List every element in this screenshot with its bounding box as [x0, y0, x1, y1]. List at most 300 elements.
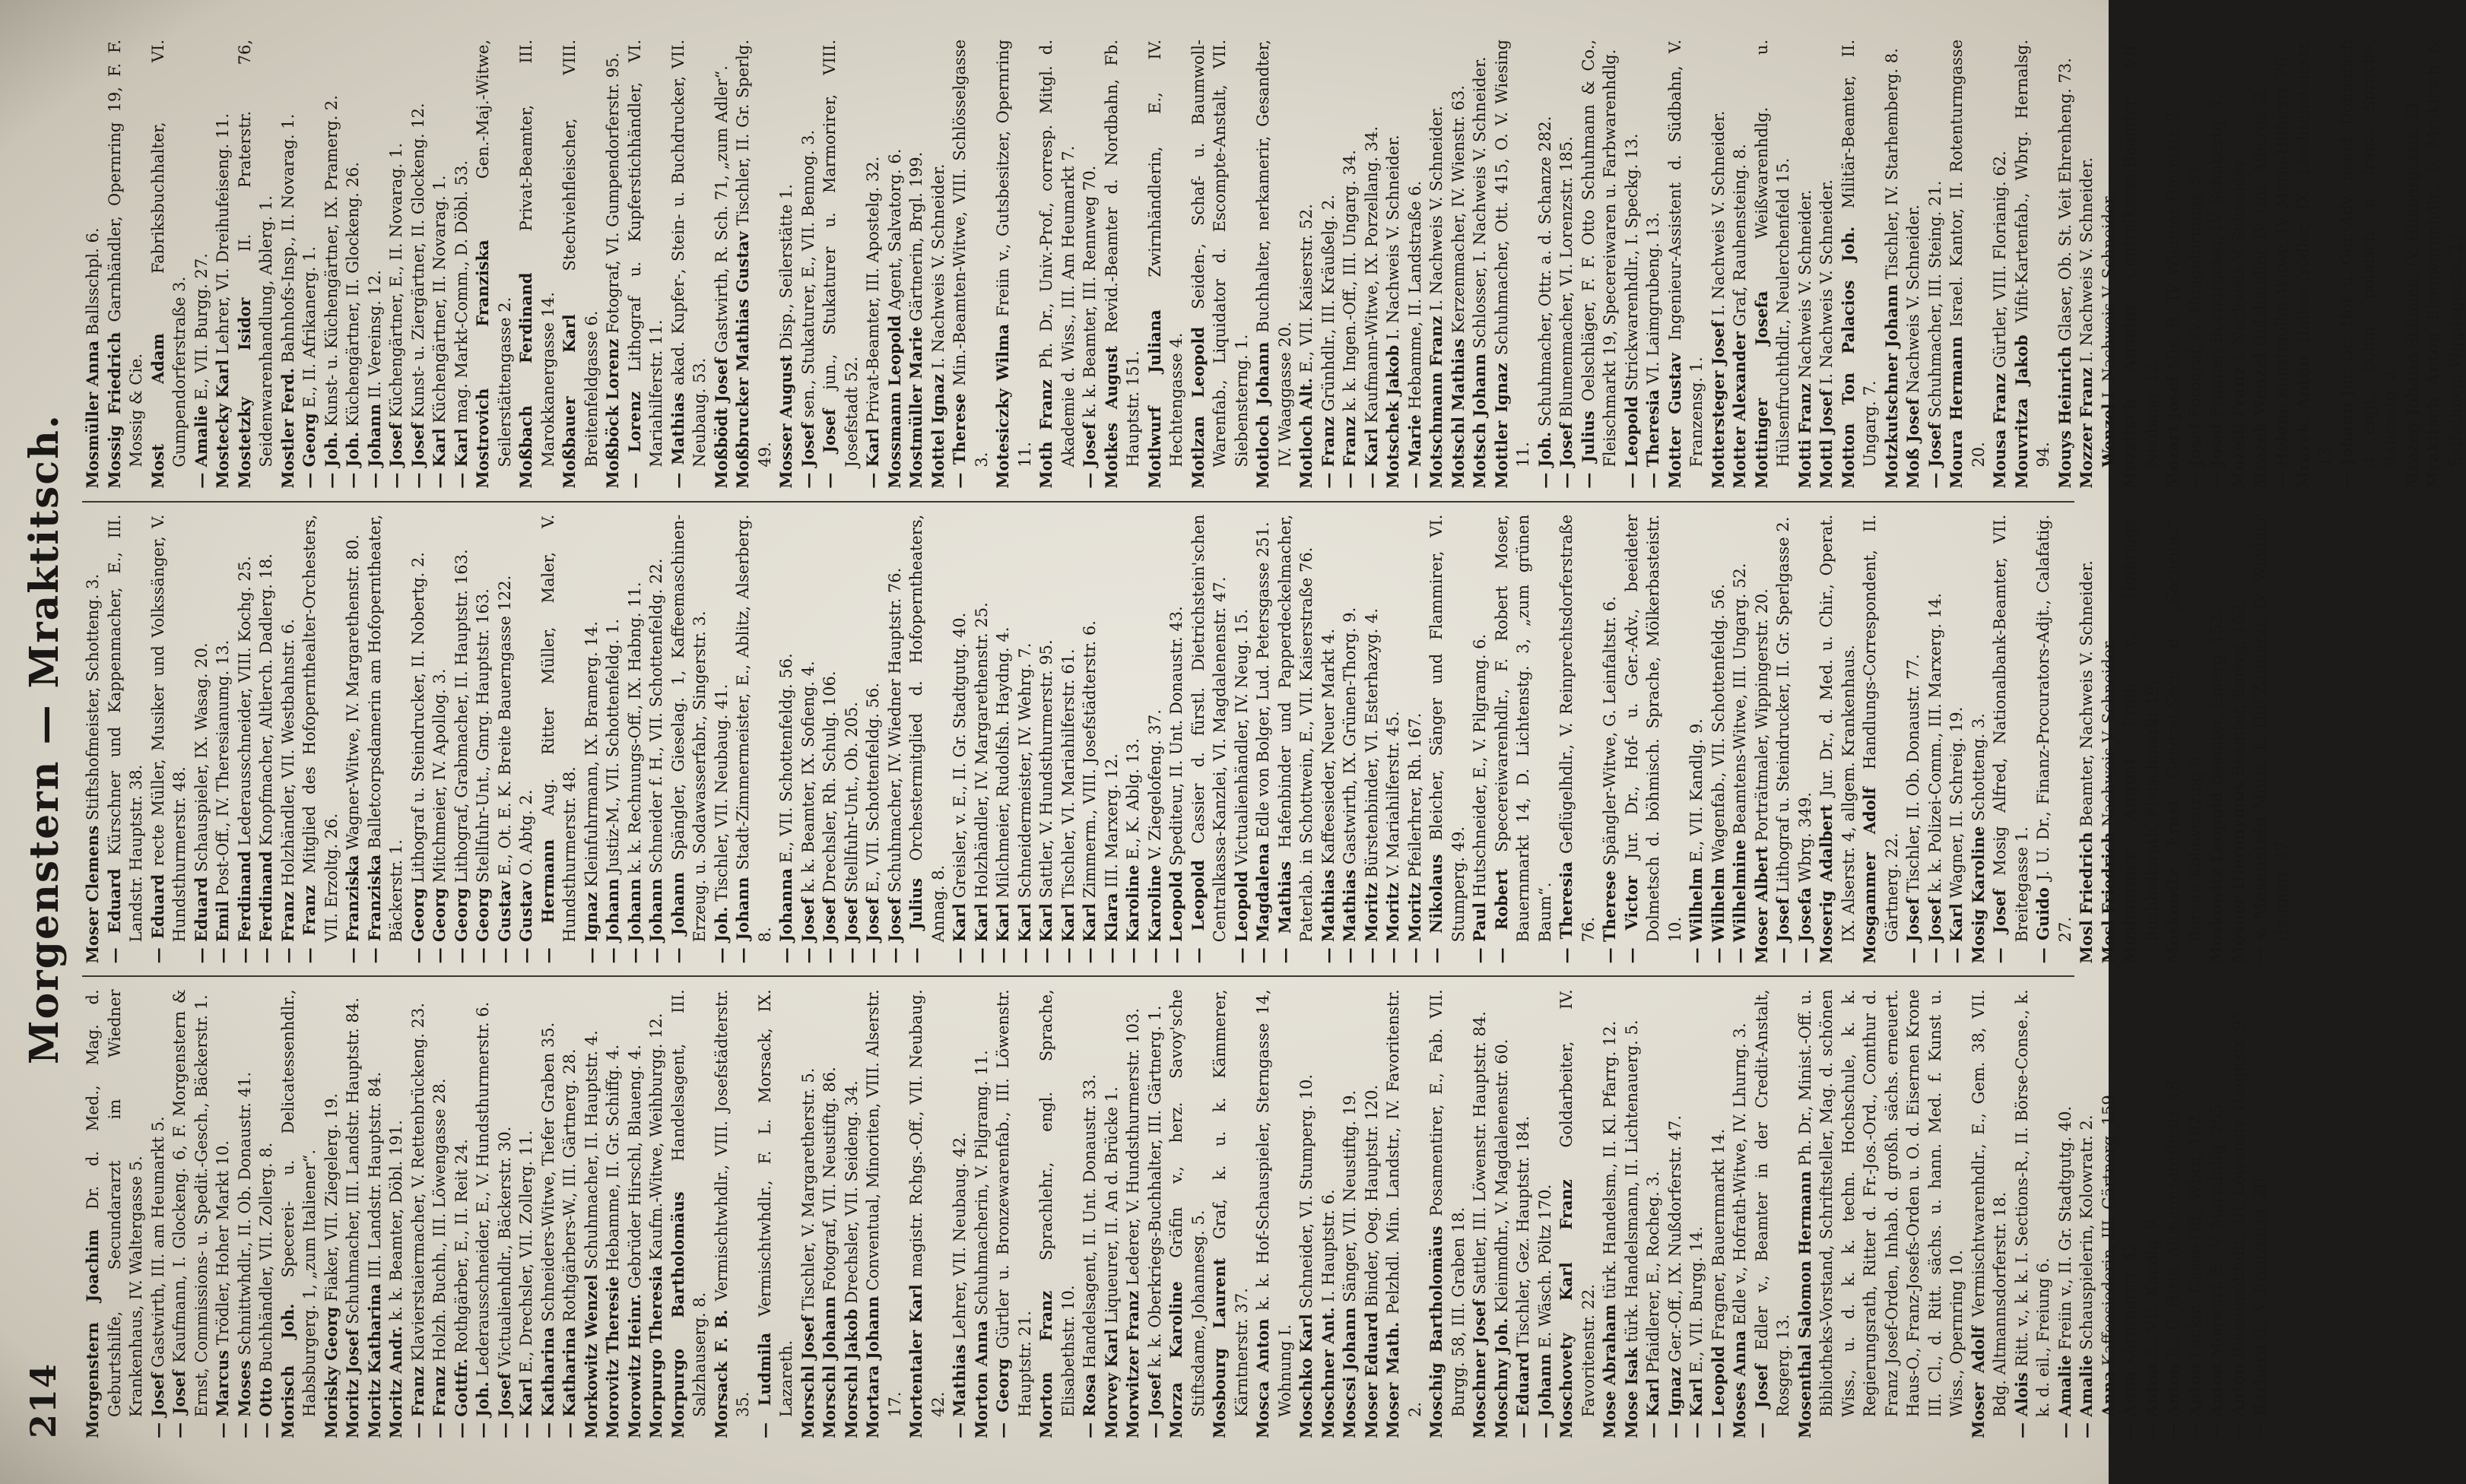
- directory-entry: [602, 989, 624, 1438]
- entry-text: Küchengärtner, II. Glockeng. 26.: [344, 161, 362, 427]
- directory-entry: [1556, 515, 1599, 964]
- entry-name: — Josef: [1751, 1364, 1771, 1438]
- entry-name: Mouys Heinrich: [2055, 346, 2074, 489]
- directory-entry: [776, 515, 798, 964]
- entry-name: Mosenthal Salomon Hermann: [1795, 1171, 1814, 1438]
- directory-entry: [364, 515, 408, 964]
- entry-name: — Franziska: [343, 855, 362, 964]
- directory-column-3: [82, 39, 2464, 503]
- directory-entry: [1166, 989, 1209, 1438]
- directory-entry: [602, 515, 624, 964]
- directory-entry: [1382, 40, 1404, 489]
- entry-name: Moß Josef: [1903, 398, 1922, 489]
- entry-name: — Gustav: [494, 880, 514, 964]
- entry-text: Goldarbeiter, IV. Favoritenstr. 22.: [1557, 989, 1598, 1417]
- entry-name: — Moritz: [1404, 883, 1424, 964]
- entry-text: Lackir., Gasse-Off., Wbrg. 192.: [2185, 1110, 2204, 1359]
- entry-text: Lithograf, Grabmacher, II. Hauptstr. 163.: [452, 549, 471, 883]
- entry-name: — Karl: [993, 903, 1012, 964]
- entry-name: — Josef: [1990, 889, 2009, 964]
- entry-name: Mostrovich Franziska: [473, 239, 492, 489]
- entry-text: Pfaidlerer, E., Rocheg. 3.: [1644, 1171, 1662, 1374]
- entry-name: — Josef: [1080, 423, 1099, 489]
- directory-entry: [1318, 515, 1340, 964]
- entry-name: — Joh.: [473, 1381, 492, 1438]
- entry-name: — Karl: [1080, 903, 1099, 964]
- entry-text: Fabriksbuchhalter, VI. Gumpendorferstraße 3.: [148, 39, 189, 468]
- entry-name: Mouvritza Jakob: [2011, 335, 2031, 489]
- directory-entry: [1708, 989, 1730, 1438]
- directory-entry: [364, 40, 386, 489]
- directory-entry: [2098, 515, 2120, 964]
- directory-entry: [1751, 989, 1795, 1438]
- directory-entry: [472, 515, 494, 964]
- directory-entry: [2119, 40, 2163, 489]
- entry-name: Moschny Joh.: [1491, 1318, 1511, 1438]
- entry-name: — Mathias: [1318, 869, 1338, 964]
- entry-text: E., VII. Schottenfeldg. 56.: [777, 653, 795, 864]
- entry-name: — Joh.: [343, 431, 362, 489]
- entry-name: Moritz Andr.: [386, 1326, 405, 1438]
- entry-text: Stellfuhr-Unt., Ob. 205.: [842, 702, 861, 893]
- directory-entry: [516, 989, 538, 1438]
- entry-name: — Karl: [950, 903, 969, 964]
- entry-text: Disp., Seilerstätte 1.: [777, 184, 795, 350]
- directory-entry: [754, 989, 798, 1438]
- entry-text: Militär-Beamter, II. Ungarg. 7.: [1839, 39, 1879, 468]
- entry-name: — Robert: [1491, 869, 1511, 964]
- directory-entry: [2119, 989, 2141, 1438]
- directory-entry: [2228, 40, 2250, 489]
- entry-text: Blumenmacher, VI. Lorenzstr. 185.: [1557, 136, 1576, 418]
- directory-entry: [234, 40, 278, 489]
- directory-entry: [2119, 515, 2163, 964]
- entry-name: Moserig Adalbert: [1817, 804, 1836, 964]
- entry-text: Specereiwarenhdlr., F. Robert Moser, Bauernmarkt 14, D. Lichtenstg. 3, „zum grünen Baum“.: [1492, 514, 1554, 943]
- entry-name: — Josef: [2207, 423, 2226, 489]
- directory-entry: [386, 40, 408, 489]
- directory-entry: [1729, 989, 1751, 1438]
- entry-text: Schuhmacher, II. Hauptstr. 4.: [582, 1030, 601, 1270]
- directory-entry: [494, 989, 516, 1438]
- entry-name: — Josef: [1144, 1372, 1164, 1438]
- entry-text: Aug. Ritter Müller, Maler, V. Hundsthurmerstr. 48.: [538, 514, 579, 943]
- entry-text: I. Nachweis V. Schneider.: [2229, 156, 2248, 362]
- entry-name: Morovitz Theresie: [603, 1276, 622, 1438]
- entry-name: — Georg: [451, 887, 471, 964]
- directory-entry: [1231, 515, 1253, 964]
- entry-name: — Karl: [1687, 1378, 1706, 1438]
- entry-text: Schuhmacher, III. Steing. 21.: [1925, 180, 1944, 418]
- directory-entry: [2249, 515, 2293, 964]
- entry-name: — Joh.: [711, 906, 731, 964]
- directory-entry: [321, 989, 343, 1438]
- directory-entry: [798, 989, 820, 1438]
- entry-text: akad. Kupfer-, Stein- u. Buchdrucker, VII. Neubaug. 53.: [668, 40, 709, 468]
- entry-text: Mosig Alfred, Nationalbank-Beamter, VII. Breitegasse 1.: [1991, 514, 2031, 943]
- entry-text: E., II. Hirla, Allmannsdorferstr. 18.: [2164, 1075, 2182, 1359]
- entry-text: Freiin v., II. Gr. Stadtgutg. 40.: [2055, 1105, 2074, 1350]
- entry-name: Moskowitz Leopold: [2207, 791, 2226, 964]
- entry-name: — Magdalena: [1253, 842, 1272, 964]
- entry-text: V. Ziegelofeng. 37.: [1145, 709, 1164, 860]
- directory-entry: [1166, 515, 1188, 964]
- entry-text: E., II. Afrikanerg. 1.: [300, 246, 319, 408]
- entry-name: Mozzer Franz: [2077, 367, 2096, 489]
- entry-text: Beamter, Emerg. 152.: [2229, 599, 2248, 777]
- entry-text: Gastwirth, IX. Grünen-Thorg. 9.: [1341, 607, 1359, 865]
- entry-name: Motschek Jakob: [1383, 344, 1402, 489]
- entry-name: — Helene: [2271, 404, 2291, 489]
- directory-entry: [1816, 40, 1838, 489]
- directory-entry: [2076, 515, 2098, 964]
- directory-entry: [1448, 40, 1470, 489]
- entry-text: Min. R., IV. Wiedner Hauptstr. 2.: [2164, 106, 2182, 370]
- directory-entry: [255, 989, 278, 1438]
- directory-entry: [1122, 515, 1144, 964]
- entry-text: Ger.-Off., IX. Nußdorferstr. 47.: [1665, 1115, 1684, 1362]
- entry-text: Holzhändler, IV. Margarethenstr. 25.: [972, 602, 991, 899]
- directory-entry: [538, 989, 560, 1438]
- entry-text: Weißwarenhdlg. u. Hülsenfruchthdlr., Neulerchenfeld 15.: [1752, 39, 1792, 468]
- entry-text: Victualienhdlr., Bäckerstr. 30.: [495, 1126, 514, 1368]
- entry-text: Edle von Bolger, Lud. Petersgasse 251.: [1254, 522, 1272, 839]
- entry-name: — Nikolaus: [1427, 854, 1446, 964]
- entry-text: Edle v., Hofrath-Witwe, IV. Lhurng. 3.: [1731, 1023, 1749, 1326]
- directory-entry: [581, 989, 603, 1438]
- directory-entry: [1751, 40, 1795, 489]
- entry-name: Motsch Johann: [1470, 354, 1489, 489]
- entry-text: Kaffeesiederin, III. Gärtnerg. 159.: [2099, 1089, 2118, 1366]
- entry-name: Mottler Ignaz: [1491, 363, 1511, 489]
- entry-text: Hebamme, II. Gr. Schiffg. 4.: [604, 1044, 622, 1272]
- entry-text: Justiz-M., VII. Schottenfeldg. 1.: [604, 618, 622, 874]
- entry-name: — Franz: [1340, 416, 1359, 489]
- running-head: Morgenstern — Mraktitsch.: [21, 414, 68, 1064]
- directory-columns: [82, 39, 2464, 1438]
- directory-entry: [798, 515, 820, 964]
- directory-entry: [2206, 40, 2228, 489]
- entry-text: Moriz, k. Hof-Zahnarzt, IV. Wiedner Hauptstr. 47.: [2251, 514, 2291, 943]
- directory-entry: [408, 515, 430, 964]
- entry-name: — Josef: [820, 897, 839, 964]
- entry-text: Ritt. v., k. k. I. Sections-R., II. Börse-Conse., k. k. d. eil., Freiung 6.: [2012, 989, 2052, 1417]
- entry-text: recte Müller, Musiker und Volkssänger, V. Hundsthurmerstr. 48.: [148, 514, 189, 943]
- entry-text: Tischler, VI. Mariahilferstr. 61.: [1058, 648, 1077, 899]
- entry-text: Schauspielerin, Kolowratr. 2.: [2077, 1115, 2096, 1350]
- entry-name: Mozelli Franz: [2228, 366, 2248, 489]
- entry-name: Mosmüller Anna: [83, 340, 102, 489]
- entry-name: — Rosa: [1080, 1373, 1099, 1438]
- directory-entry: [516, 40, 559, 489]
- entry-text: Conventual, Minoriten, VIII. Alserstr. 17.: [864, 989, 904, 1417]
- entry-text: k. k. Ingen.-Off., III. Ungarg. 34.: [1341, 150, 1359, 412]
- entry-text: Graf, Rauhensteing. 8.: [1731, 144, 1749, 327]
- entry-text: Schuhmacher, IV. Wiedner Hauptstr. 76.: [885, 567, 904, 893]
- entry-name: — Marcus: [213, 1349, 232, 1438]
- entry-name: — Anton: [2228, 1363, 2248, 1438]
- entry-name: — Anton: [2163, 1363, 2182, 1438]
- entry-name: — Karl: [863, 428, 882, 489]
- entry-text: Gebrüder Hirschl, Blaueng. 4.: [625, 1045, 644, 1289]
- entry-text: Gräfin v., herz. Savoy'sche Stiftsdame, Johannesg. 5.: [1167, 989, 1208, 1417]
- directory-entry: [429, 989, 451, 1438]
- entry-name: — Josef: [494, 1372, 514, 1438]
- entry-name: — Victor: [1621, 876, 1641, 964]
- directory-entry: [1578, 40, 1621, 489]
- directory-entry: [1382, 515, 1404, 964]
- entry-name: Motschl Mathias: [1448, 338, 1468, 489]
- entry-name: Motter Gustav: [1665, 353, 1684, 489]
- entry-name: — Georg: [300, 413, 319, 489]
- directory-entry: [906, 989, 949, 1438]
- directory-entry: [2011, 989, 2055, 1438]
- entry-name: — Barbara: [2250, 1344, 2269, 1438]
- entry-name: Moschovety Karl Franz: [1557, 1179, 1576, 1438]
- directory-entry: [1122, 989, 1144, 1438]
- entry-name: Morton Franz: [1036, 1290, 1055, 1438]
- directory-entry: [2076, 989, 2098, 1438]
- directory-entry: [2163, 989, 2185, 1438]
- directory-entry: [1318, 989, 1340, 1438]
- entry-text: Buchhändler, VII. Zollerg. 8.: [257, 1142, 275, 1373]
- directory-entry: [1665, 989, 1687, 1438]
- entry-text: Centralkassa-Beamter, VII. Neubaug. 12.: [2121, 39, 2161, 468]
- entry-text: Schuhmacher, Ottr. a. d. Schanze 282.: [1535, 116, 1554, 427]
- entry-text: Tischler, V. Margaretherstr. 5.: [798, 1067, 817, 1311]
- directory-entry: [1382, 989, 1426, 1438]
- entry-text: Stechviehfleischer, VIII. Breitenfeldgasse 6.: [560, 39, 601, 468]
- entry-name: — Karl: [430, 428, 449, 489]
- directory-entry: [1621, 40, 1643, 489]
- entry-text: Victualienhändler, IV. Neug. 15.: [1232, 608, 1251, 866]
- entry-text: Sprachlehr., engl. Sprache, Elisabethstr. 10.: [1037, 989, 1077, 1417]
- entry-text: Stadt-Zimmermeister, E., Ablitz, Alserberg. 8.: [734, 514, 774, 943]
- entry-name: — Anna: [2120, 1371, 2139, 1438]
- directory-entry: [776, 40, 798, 489]
- entry-text: II. Praterstr. 76, Seidenwarenhandlung, Ablerg. 1.: [235, 39, 275, 468]
- directory-entry: [472, 40, 516, 489]
- directory-entry: [82, 515, 104, 964]
- entry-text: Edler v., Beamter in der Credit-Anstalt, Rosgerg. 13.: [1752, 989, 1792, 1417]
- entry-name: Moser Clemens: [83, 825, 102, 964]
- directory-entry: [1144, 515, 1166, 964]
- entry-text: Handelsagent, III. Salzhauserg. 8.: [668, 989, 709, 1417]
- directory-entry: [1621, 515, 1687, 964]
- entry-text: Liqueurer, II. An d. Brücke 1.: [1102, 1086, 1121, 1324]
- entry-name: Mottl Josef: [1817, 389, 1836, 489]
- entry-name: — Anton: [2185, 1363, 2204, 1438]
- entry-text: E., VII. Kandlg. 9.: [1687, 718, 1706, 863]
- entry-name: Mottersteger Josef: [1708, 321, 1728, 489]
- entry-text: Vermischtwarenhdlr., E., Gem. 38, VII. Bdg. Altmannsdorferstr. 18.: [1969, 989, 2009, 1417]
- entry-text: II. Vereinsg. 12.: [365, 270, 384, 399]
- directory-entry: [2293, 40, 2336, 489]
- directory-entry: [408, 40, 430, 489]
- directory-entry: [2011, 40, 2055, 489]
- entry-name: — Georg: [993, 1358, 1012, 1438]
- directory-entry: [1252, 515, 1274, 964]
- entry-text: Zimmerm., VIII. Josefstädterstr. 6.: [1081, 620, 1099, 899]
- entry-name: — Karl: [971, 903, 991, 964]
- directory-entry: [191, 40, 213, 489]
- entry-name: Morschl Josef: [798, 1315, 817, 1438]
- directory-entry: [862, 40, 884, 489]
- entry-name: Moßbödt Josef: [711, 357, 731, 489]
- entry-name: Moßbauer Karl: [560, 314, 579, 489]
- entry-text: Ballsschpl. 6.: [84, 227, 102, 336]
- entry-text: Schuhmacher, Ott. 415, O. V. Wiesing 11.: [1492, 40, 1532, 468]
- entry-text: Post-Off., IV. Theresianumg. 13.: [214, 639, 232, 896]
- entry-text: Lehrer, VI. Dreihufeiseng. 11.: [214, 113, 232, 355]
- entry-name: — Mathias: [950, 1344, 969, 1438]
- entry-text: Fotograf, VI. Gumpendorferstr. 95.: [604, 52, 622, 335]
- directory-entry: [451, 40, 473, 489]
- entry-text: Graf, k. u. k. Kämmerer, Kärntnerstr. 37.: [1211, 989, 1251, 1417]
- entry-text: Pelzhdl. Min. Landstr., IV. Favoritenstr. 2.: [1384, 989, 1424, 1417]
- entry-name: — Eduard: [191, 877, 211, 964]
- entry-text: Fragner, Buchdrucker, IV. Schubertg. 3.: [2207, 95, 2226, 418]
- directory-entry: [342, 40, 364, 489]
- entry-name: Morkowitz Wenzel: [581, 1274, 601, 1438]
- entry-text: Rothgärbers-W., III. Gärtnerg. 28.: [560, 1048, 579, 1322]
- entry-name: — Karl: [1014, 903, 1034, 964]
- directory-entry: [82, 40, 104, 489]
- entry-text: E., VII. Burgg. 14.: [1687, 1226, 1706, 1374]
- entry-text: Lithograf u. Kupferstichhändler, VI. Mariahilferstr. 11.: [625, 39, 665, 468]
- entry-text: Fiaker, VII. Ziegelerg. 19.: [322, 1092, 341, 1302]
- directory-entry: [1686, 989, 1708, 1438]
- directory-entry: [1318, 40, 1340, 489]
- entry-name: — Karl: [1058, 903, 1077, 964]
- directory-entry: [2163, 40, 2185, 489]
- entry-name: Morvey Karl: [1101, 1328, 1121, 1438]
- entry-name: — Josefa: [1795, 887, 1814, 964]
- directory-entry: [711, 515, 733, 964]
- entry-text: Glaser, Ob. St. Veit Ehrenheng. 73.: [2055, 58, 2074, 341]
- entry-name: Moschner Ant.: [1318, 1307, 1338, 1438]
- entry-name: — Johanna: [776, 868, 795, 964]
- entry-name: Mosl Friedrich: [2098, 832, 2118, 964]
- entry-text: Bleicher, Sänger und Flammirer, VI. Stumperg. 49.: [1427, 514, 1468, 943]
- entry-text: Schmied, IV. Himbergerstr. 39.: [2402, 97, 2421, 348]
- entry-name: — Josef: [386, 423, 405, 489]
- entry-text: Hafenbinder und Papperdeckelmacher, Paterlab. in Schottwein, E., VII. Kaiserstraße 76.: [1275, 514, 1316, 943]
- directory-entry: [1491, 515, 1557, 964]
- entry-text: Garnhändler, Opernring 19, F. F. Mossig & Cie.: [105, 39, 145, 468]
- entry-name: — Josef: [798, 423, 817, 489]
- entry-text: V. Mariahilferstr. 45.: [1384, 711, 1402, 878]
- directory-entry: [1339, 989, 1361, 1438]
- entry-text: Kunstmüller-Witwe, IV. Maria-Hilferstr. 76.: [2272, 52, 2291, 399]
- directory-entry: [884, 40, 906, 489]
- entry-name: — Moritz: [1361, 883, 1381, 964]
- directory-entry: [1708, 40, 1730, 489]
- entry-name: — Amalie: [2077, 1355, 2096, 1438]
- entry-name: — Katharina: [560, 1327, 579, 1438]
- directory-entry: [711, 989, 754, 1438]
- directory-entry: [1795, 989, 1968, 1438]
- entry-name: — Julius: [1578, 411, 1598, 489]
- entry-name: — Josef: [798, 897, 817, 964]
- entry-name: Mosner Hieronymus: [2228, 782, 2248, 964]
- entry-name: Moßbrucker Mathias Gustav: [733, 231, 752, 489]
- directory-entry: [1686, 515, 1708, 964]
- directory-entry: [1491, 989, 1513, 1438]
- entry-text: Jur. Dr., Hof- u. Ger.-Adv., beeideter Dolmetsch d. böhmisch. Sprache, Mölkerbasteistr. 10.: [1622, 514, 1684, 943]
- directory-entry: [1665, 40, 1708, 489]
- entry-text: Kaufmann-Witwe, IX. Porzellang. 34.: [1362, 125, 1381, 423]
- entry-text: Kärntnerstr. 42.: [2121, 1236, 2139, 1366]
- entry-text: Schneidermeister, IV. Wehrg. 7.: [1015, 642, 1034, 899]
- directory-entry: [2228, 989, 2250, 1438]
- entry-text: Greisler, v. E., II. Gr. Stadtgutg. 40.: [951, 612, 969, 899]
- entry-text: Cassier d. fürstl. Dietrichstein'schen Centralkassa-Kanzlei, VI. Magdalenenstr. 47.: [1189, 514, 1229, 943]
- entry-text: Freih. v., Hofkriegs-Buchhaltsrath, Fleischmarkt 19.: [2121, 514, 2161, 943]
- entry-name: — Josef: [820, 408, 839, 489]
- directory-entry: [624, 40, 668, 489]
- entry-name: — Amalie: [2055, 1355, 2074, 1438]
- directory-entry: [1838, 40, 1881, 489]
- entry-text: Vermischtwhdlr., F. L. Morsack, IX. Lazareth.: [755, 989, 795, 1417]
- entry-name: Morpurgo Theresia: [646, 1265, 665, 1438]
- entry-name: Motkes August: [1101, 346, 1121, 489]
- directory-entry: [1339, 515, 1361, 964]
- entry-text: Lederausschneider, VIII. Kochg. 25.: [235, 556, 254, 846]
- directory-entry: [148, 515, 191, 964]
- directory-entry: [949, 40, 992, 489]
- entry-name: — Otto: [256, 1377, 275, 1438]
- entry-text: I. Nachweis V. Schneider.: [2077, 157, 2096, 363]
- entry-name: Moritz Katharina: [364, 1283, 384, 1438]
- entry-text: Privat-Beamter, III. Marokkanergasse 14.: [517, 39, 557, 468]
- entry-text: Fragner, Bauernmarkt 14.: [1709, 1128, 1728, 1341]
- directory-entry: [1859, 515, 1903, 964]
- entry-name: Mortara Johann: [863, 1295, 882, 1438]
- directory-entry: [971, 515, 993, 964]
- entry-text: E., Ot. E. K. Breite Bauerngasse 122.: [495, 575, 514, 876]
- entry-name: — Klara: [1101, 893, 1121, 964]
- directory-entry: [1188, 515, 1231, 964]
- page-number: 214: [23, 1362, 64, 1438]
- entry-name: — Joh.: [321, 431, 341, 489]
- entry-name: Mostecky Karl: [213, 359, 232, 489]
- entry-name: — Josef: [1773, 897, 1792, 964]
- directory-entry: [1144, 989, 1166, 1438]
- entry-name: — Josef: [863, 897, 882, 964]
- entry-text: Gürtler, VIII. Florianig. 62.: [1991, 151, 2009, 369]
- entry-text: Gastwirth, III. am Heumarkt 5.: [148, 1116, 167, 1368]
- directory-entry: [538, 515, 581, 964]
- entry-name: — Georg: [408, 887, 427, 964]
- directory-entry: [1946, 40, 1989, 489]
- entry-name: Mosgammer Adolf: [1860, 787, 1879, 964]
- entry-text: Küchengärtner, E., II. Novarag. 1.: [387, 142, 405, 418]
- directory-entry: [342, 989, 364, 1438]
- entry-text: Bürstenbinder, VI. Esterhazyg. 4.: [1362, 607, 1381, 878]
- entry-text: Schuhmacher, III. Landstr. Hauptstr. 84.: [344, 997, 362, 1324]
- entry-text: Schotteng. 3.: [1969, 713, 1988, 822]
- directory-entry: [1881, 40, 1903, 489]
- directory-entry: [581, 515, 603, 964]
- directory-entry: [2401, 40, 2423, 489]
- entry-text: Spängler, Gieselag. 1, Kaffeemaschinen-Erzeug. u. Sodawasserfabr., Singerstr. 3.: [668, 514, 709, 943]
- entry-name: — Alois: [2011, 1372, 2031, 1438]
- directory-entry: [906, 515, 949, 964]
- entry-name: Mortentaler Karl: [906, 1284, 925, 1438]
- entry-name: — Georg: [430, 887, 449, 964]
- entry-text: Sattler, V. Hundsthurmerstr. 95.: [1037, 639, 1055, 899]
